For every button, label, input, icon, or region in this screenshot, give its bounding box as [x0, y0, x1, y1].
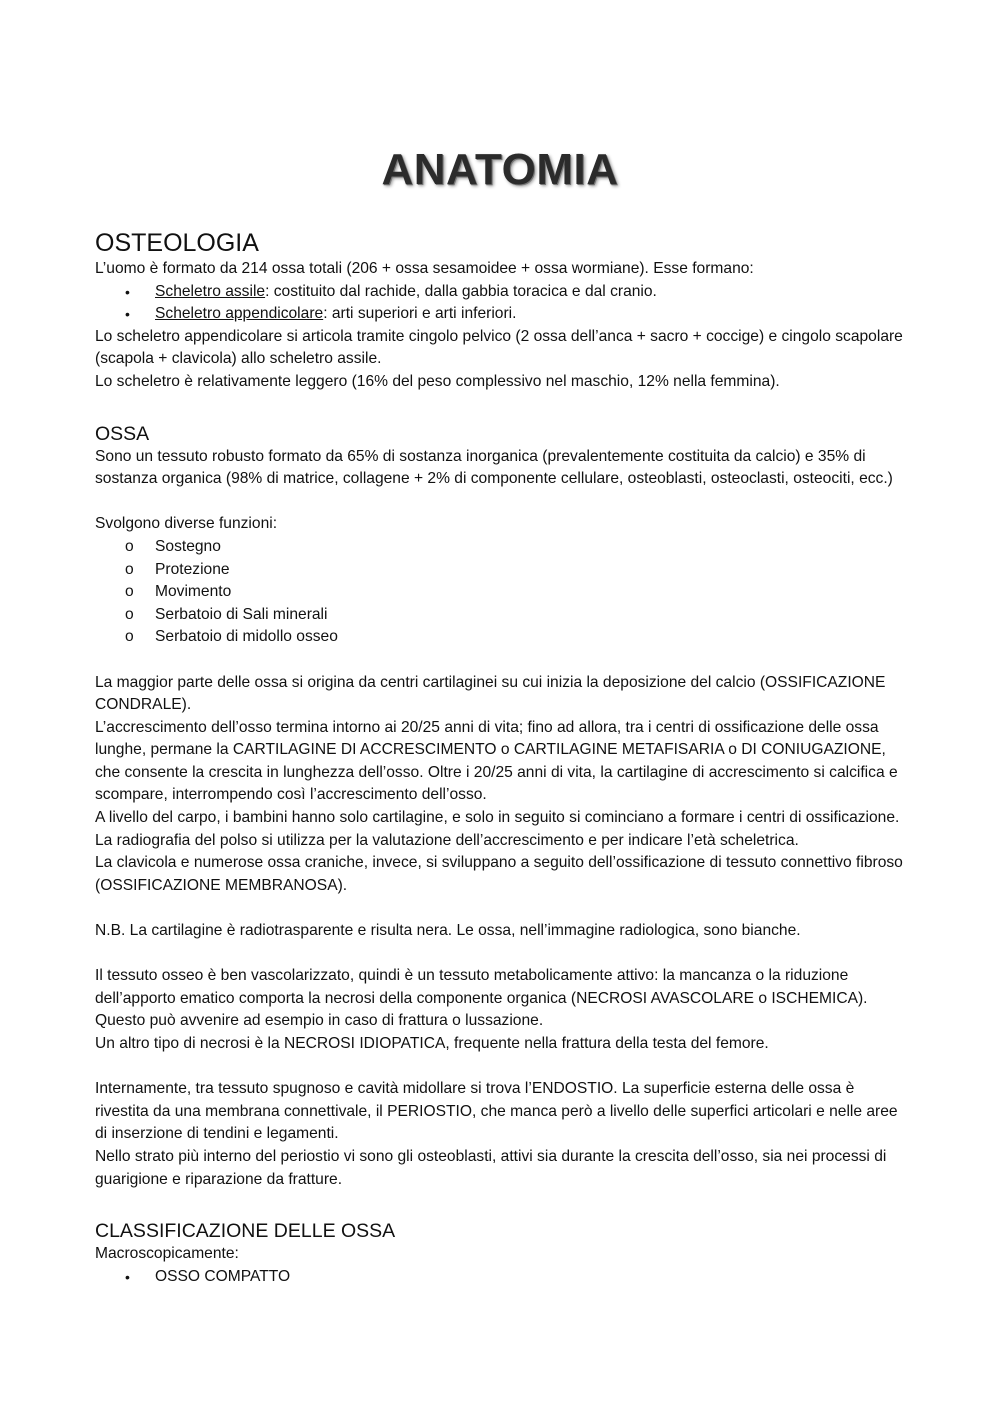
- paragraph: Internamente, tra tessuto spugnoso e cavità midollare si trova l’ENDOSTIO. La superficie esterna delle ossa è rivestita da una membrana connettivale, il PERIOSTIO, che manca però a livello delle superfici articolari e nelle aree di inserzione di tendini e legamenti.: [95, 1080, 898, 1143]
- list-item: [95, 581, 905, 604]
- heading-ossa: OSSA: [95, 422, 150, 445]
- circle-bullet-icon: o: [125, 628, 134, 646]
- funzioni-list: [95, 536, 905, 649]
- paragraph: Lo scheletro è relativamente leggero (16% del peso complessivo nel maschio, 12% nella femmina).: [95, 372, 780, 390]
- list-item: [95, 281, 905, 304]
- list-item: [95, 1266, 905, 1289]
- list-item-text: Protezione: [155, 560, 230, 578]
- list-item: [95, 536, 905, 559]
- classificazione-intro: Macroscopicamente:: [95, 1245, 239, 1263]
- list-item: [95, 559, 905, 582]
- funzioni-intro: Svolgono diverse funzioni:: [95, 515, 278, 533]
- circle-bullet-icon: o: [125, 560, 134, 578]
- list-item-term: Scheletro assile: [155, 282, 266, 300]
- list-item-text: : costituito dal rachide, dalla gabbia toracica e dal cranio.: [265, 282, 657, 300]
- paragraph: Un altro tipo di necrosi è la NECROSI IDIOPATICA, frequente nella frattura della testa del femore.: [95, 1035, 769, 1052]
- bullet-icon: •: [125, 283, 130, 300]
- paragraph: Sono un tessuto robusto formato da 65% di sostanza inorganica (prevalentemente costituita da calcio) e 35% di sostanza organica (98% di matrice, collagene + 2% di componente cellulare, osteoblasti, osteoclasti, osteociti, ecc.): [95, 447, 893, 488]
- list-item-text: Movimento: [155, 583, 232, 601]
- list-item: [95, 626, 905, 649]
- paragraph: Lo scheletro appendicolare si articola tramite cingolo pelvico (2 ossa dell’anca + sacro + coccige) e cingolo scapolare (scapola + clavicola) allo scheletro assile.: [95, 327, 903, 368]
- list-item: [95, 604, 905, 627]
- osteologia-intro: L’uomo è formato da 214 ossa totali (206 + ossa sesamoidee + ossa wormiane). Esse formano:: [95, 260, 754, 277]
- list-item-text: Sostegno: [155, 537, 221, 555]
- heading-classificazione: CLASSIFICAZIONE DELLE OSSA: [95, 1220, 396, 1243]
- paragraph: Il tessuto osseo è ben vascolarizzato, quindi è un tessuto metabolicamente attivo: la mancanza o la riduzione dell’apporto ematico comporta la necrosi della componente organica (NECROSI AVASCOLARE o ISCHEMICA). Questo può avvenire ad esempio in caso di frattura o lussazione.: [95, 967, 868, 1030]
- note-paragraph: N.B. La cartilagine è radiotrasparente e risulta nera. Le ossa, nell’immagine radiologica, sono bianche.: [95, 922, 801, 940]
- paragraph: La clavicola e numerose ossa craniche, invece, si sviluppano a seguito dell’ossificazione di tessuto connettivo fibroso (OSSIFICAZIONE MEMBRANOSA).: [95, 854, 903, 894]
- paragraph: A livello del carpo, i bambini hanno solo cartilagine, e solo in seguito si cominciano a formare i centri di ossificazione. La radiografia del polso si utilizza per la valutazione dell’accrescimento e per indicare l’età scheletrica.: [95, 809, 900, 849]
- list-item-text: Serbatoio di midollo osseo: [155, 628, 338, 646]
- circle-bullet-icon: o: [125, 537, 134, 555]
- circle-bullet-icon: o: [125, 605, 134, 623]
- document-title: ANATOMIA: [381, 145, 619, 194]
- list-item-text: Serbatoio di Sali minerali: [155, 605, 328, 623]
- paragraph: La maggior parte delle ossa si origina da centri cartilaginei su cui inizia la deposizione del calcio (OSSIFICAZIONE CONDRALE).: [95, 673, 886, 714]
- list-item: [95, 303, 905, 326]
- list-item-text: : arti superiori e arti inferiori.: [323, 305, 517, 323]
- document-body: [95, 140, 905, 1288]
- circle-bullet-icon: o: [125, 583, 134, 601]
- classificazione-list: [95, 1266, 905, 1289]
- paragraph: L’accrescimento dell’osso termina intorno ai 20/25 anni di vita; fino ad allora, tra i centri di ossificazione delle ossa lunghe, permane la CARTILAGINE DI ACCRESCIMENTO o CARTILAGINE METAFISARIA o DI CONIUGAZIONE, che consente la crescita in lunghezza dell’osso. Oltre i 20/25 anni di vita, la cartilagine di accrescimento si calcifica e scompare, interrompendo così l’accrescimento dell’osso.: [95, 718, 898, 804]
- heading-osteologia: OSTEOLOGIA: [95, 229, 259, 257]
- list-item-text: OSSO COMPATTO: [155, 1267, 291, 1285]
- list-item-term: Scheletro appendicolare: [155, 305, 324, 323]
- paragraph: Nello strato più interno del periostio vi sono gli osteoblasti, attivi sia durante la crescita dell’osso, sia nei processi di guarigione e riparazione da fratture.: [95, 1147, 887, 1188]
- skeleton-list: [95, 281, 905, 326]
- bullet-icon: •: [125, 306, 130, 323]
- bullet-icon: •: [125, 1268, 130, 1285]
